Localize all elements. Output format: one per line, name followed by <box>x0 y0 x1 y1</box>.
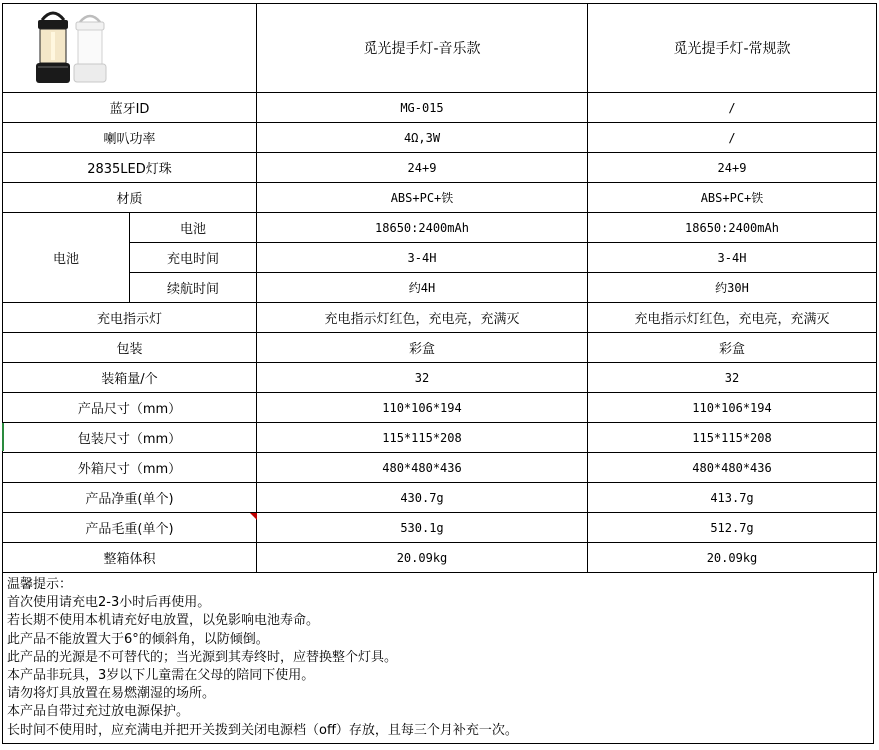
cell-regular[interactable]: 彩盒 <box>588 333 877 363</box>
notes-title: 温馨提示： <box>7 577 73 592</box>
notes-line: 请勿将灯具放置在易燃潮湿的场所。 <box>7 686 216 702</box>
table-row <box>3 333 877 363</box>
cell-regular[interactable]: ABS+PC+铁 <box>588 183 877 213</box>
row-label[interactable]: 电池 <box>130 213 257 243</box>
cell-music[interactable]: 430.7g <box>257 483 588 513</box>
table-row <box>3 153 877 183</box>
row-label[interactable]: 产品净重(单个) <box>3 483 257 513</box>
cell-regular[interactable]: / <box>588 93 877 123</box>
header-row <box>3 4 877 93</box>
row-label[interactable]: 产品毛重(单个) <box>3 513 257 543</box>
cell-music[interactable]: MG-015 <box>257 93 588 123</box>
cell-regular[interactable]: 512.7g <box>588 513 877 543</box>
white-lantern <box>74 16 106 82</box>
row-label[interactable]: 蓝牙ID <box>3 93 257 123</box>
table-row <box>3 183 877 213</box>
row-label[interactable]: 充电指示灯 <box>3 303 257 333</box>
notes-line: 首次使用请充电2-3小时后再使用。 <box>7 595 211 611</box>
table-row <box>3 363 877 393</box>
table-row <box>3 423 877 453</box>
table-row <box>3 483 877 513</box>
row-label[interactable]: 包装尺寸（mm） <box>3 423 257 453</box>
cell-music[interactable]: 110*106*194 <box>257 393 588 423</box>
cell-regular[interactable]: 充电指示灯红色，充电亮，充满灭 <box>588 303 877 333</box>
cell-regular[interactable]: 24+9 <box>588 153 877 183</box>
notes-line: 此产品的光源是不可替代的；当光源到其寿终时，应替换整个灯具。 <box>7 649 398 665</box>
row-label[interactable]: 续航时间 <box>130 273 257 303</box>
cell-music[interactable]: 彩盒 <box>257 333 588 363</box>
cell-regular[interactable]: 18650:2400mAh <box>588 213 877 243</box>
lantern-image <box>20 8 120 88</box>
table-row <box>3 123 877 153</box>
notes-line: 长时间不使用时，应充满电并把开关拨到关闭电源档（off）存放，且每三个月补充一次。 <box>7 722 518 738</box>
cell-music[interactable]: 115*115*208 <box>257 423 588 453</box>
cell-music[interactable]: 24+9 <box>257 153 588 183</box>
header-regular[interactable]: 觅光提手灯-常规款 <box>588 4 877 93</box>
notes-line: 本产品自带过充过放电源保护。 <box>7 704 190 720</box>
table-row <box>3 303 877 333</box>
row-label[interactable]: 2835LED灯珠 <box>3 153 257 183</box>
cell-regular[interactable]: / <box>588 123 877 153</box>
cell-regular[interactable]: 115*115*208 <box>588 423 877 453</box>
cell-regular[interactable]: 20.09kg <box>588 543 877 573</box>
table-row <box>3 213 877 243</box>
cell-music[interactable]: ABS+PC+铁 <box>257 183 588 213</box>
row-label[interactable]: 整箱体积 <box>3 543 257 573</box>
cell-regular[interactable]: 413.7g <box>588 483 877 513</box>
cell-music[interactable]: 18650:2400mAh <box>257 213 588 243</box>
cell-music[interactable]: 20.09kg <box>257 543 588 573</box>
row-label[interactable]: 产品尺寸（mm） <box>3 393 257 423</box>
table-row <box>3 453 877 483</box>
table-row <box>3 393 877 423</box>
battery-group-label[interactable]: 电池 <box>3 213 130 303</box>
notes-line: 本产品非玩具，3岁以下儿童需在父母的陪同下使用。 <box>7 668 315 684</box>
cell-music[interactable]: 3-4H <box>257 243 588 273</box>
table-row <box>3 543 877 573</box>
table-row <box>3 93 877 123</box>
cell-music[interactable]: 充电指示灯红色，充电亮，充满灭 <box>257 303 588 333</box>
cell-regular[interactable]: 110*106*194 <box>588 393 877 423</box>
cell-music[interactable]: 4Ω,3W <box>257 123 588 153</box>
table-row <box>3 273 877 303</box>
notes-line: 若长期不使用本机请充好电放置，以免影响电池寿命。 <box>7 613 320 629</box>
black-lantern <box>36 13 70 83</box>
row-label[interactable]: 喇叭功率 <box>3 123 257 153</box>
row-label[interactable]: 材质 <box>3 183 257 213</box>
table-row <box>3 243 877 273</box>
cell-music[interactable]: 32 <box>257 363 588 393</box>
lantern-photo <box>20 8 120 88</box>
table-row <box>3 513 877 543</box>
row-label[interactable]: 外箱尺寸（mm） <box>3 453 257 483</box>
row-label[interactable]: 装箱量/个 <box>3 363 257 393</box>
cell-music[interactable]: 530.1g <box>257 513 588 543</box>
header-music[interactable]: 觅光提手灯-音乐款 <box>257 4 588 93</box>
product-image-cell[interactable] <box>3 4 257 93</box>
spec-table <box>2 3 877 573</box>
row-label[interactable]: 充电时间 <box>130 243 257 273</box>
cell-regular[interactable]: 约30H <box>588 273 877 303</box>
cell-music[interactable]: 约4H <box>257 273 588 303</box>
cell-music[interactable]: 480*480*436 <box>257 453 588 483</box>
selected-cell-marker <box>2 423 4 451</box>
cell-regular[interactable]: 480*480*436 <box>588 453 877 483</box>
notes-cell[interactable] <box>2 572 874 744</box>
cell-regular[interactable]: 3-4H <box>588 243 877 273</box>
comment-indicator[interactable] <box>250 513 257 520</box>
row-label[interactable]: 包装 <box>3 333 257 363</box>
cell-regular[interactable]: 32 <box>588 363 877 393</box>
notes-line: 此产品不能放置大于6°的倾斜角，以防倾倒。 <box>7 631 269 647</box>
